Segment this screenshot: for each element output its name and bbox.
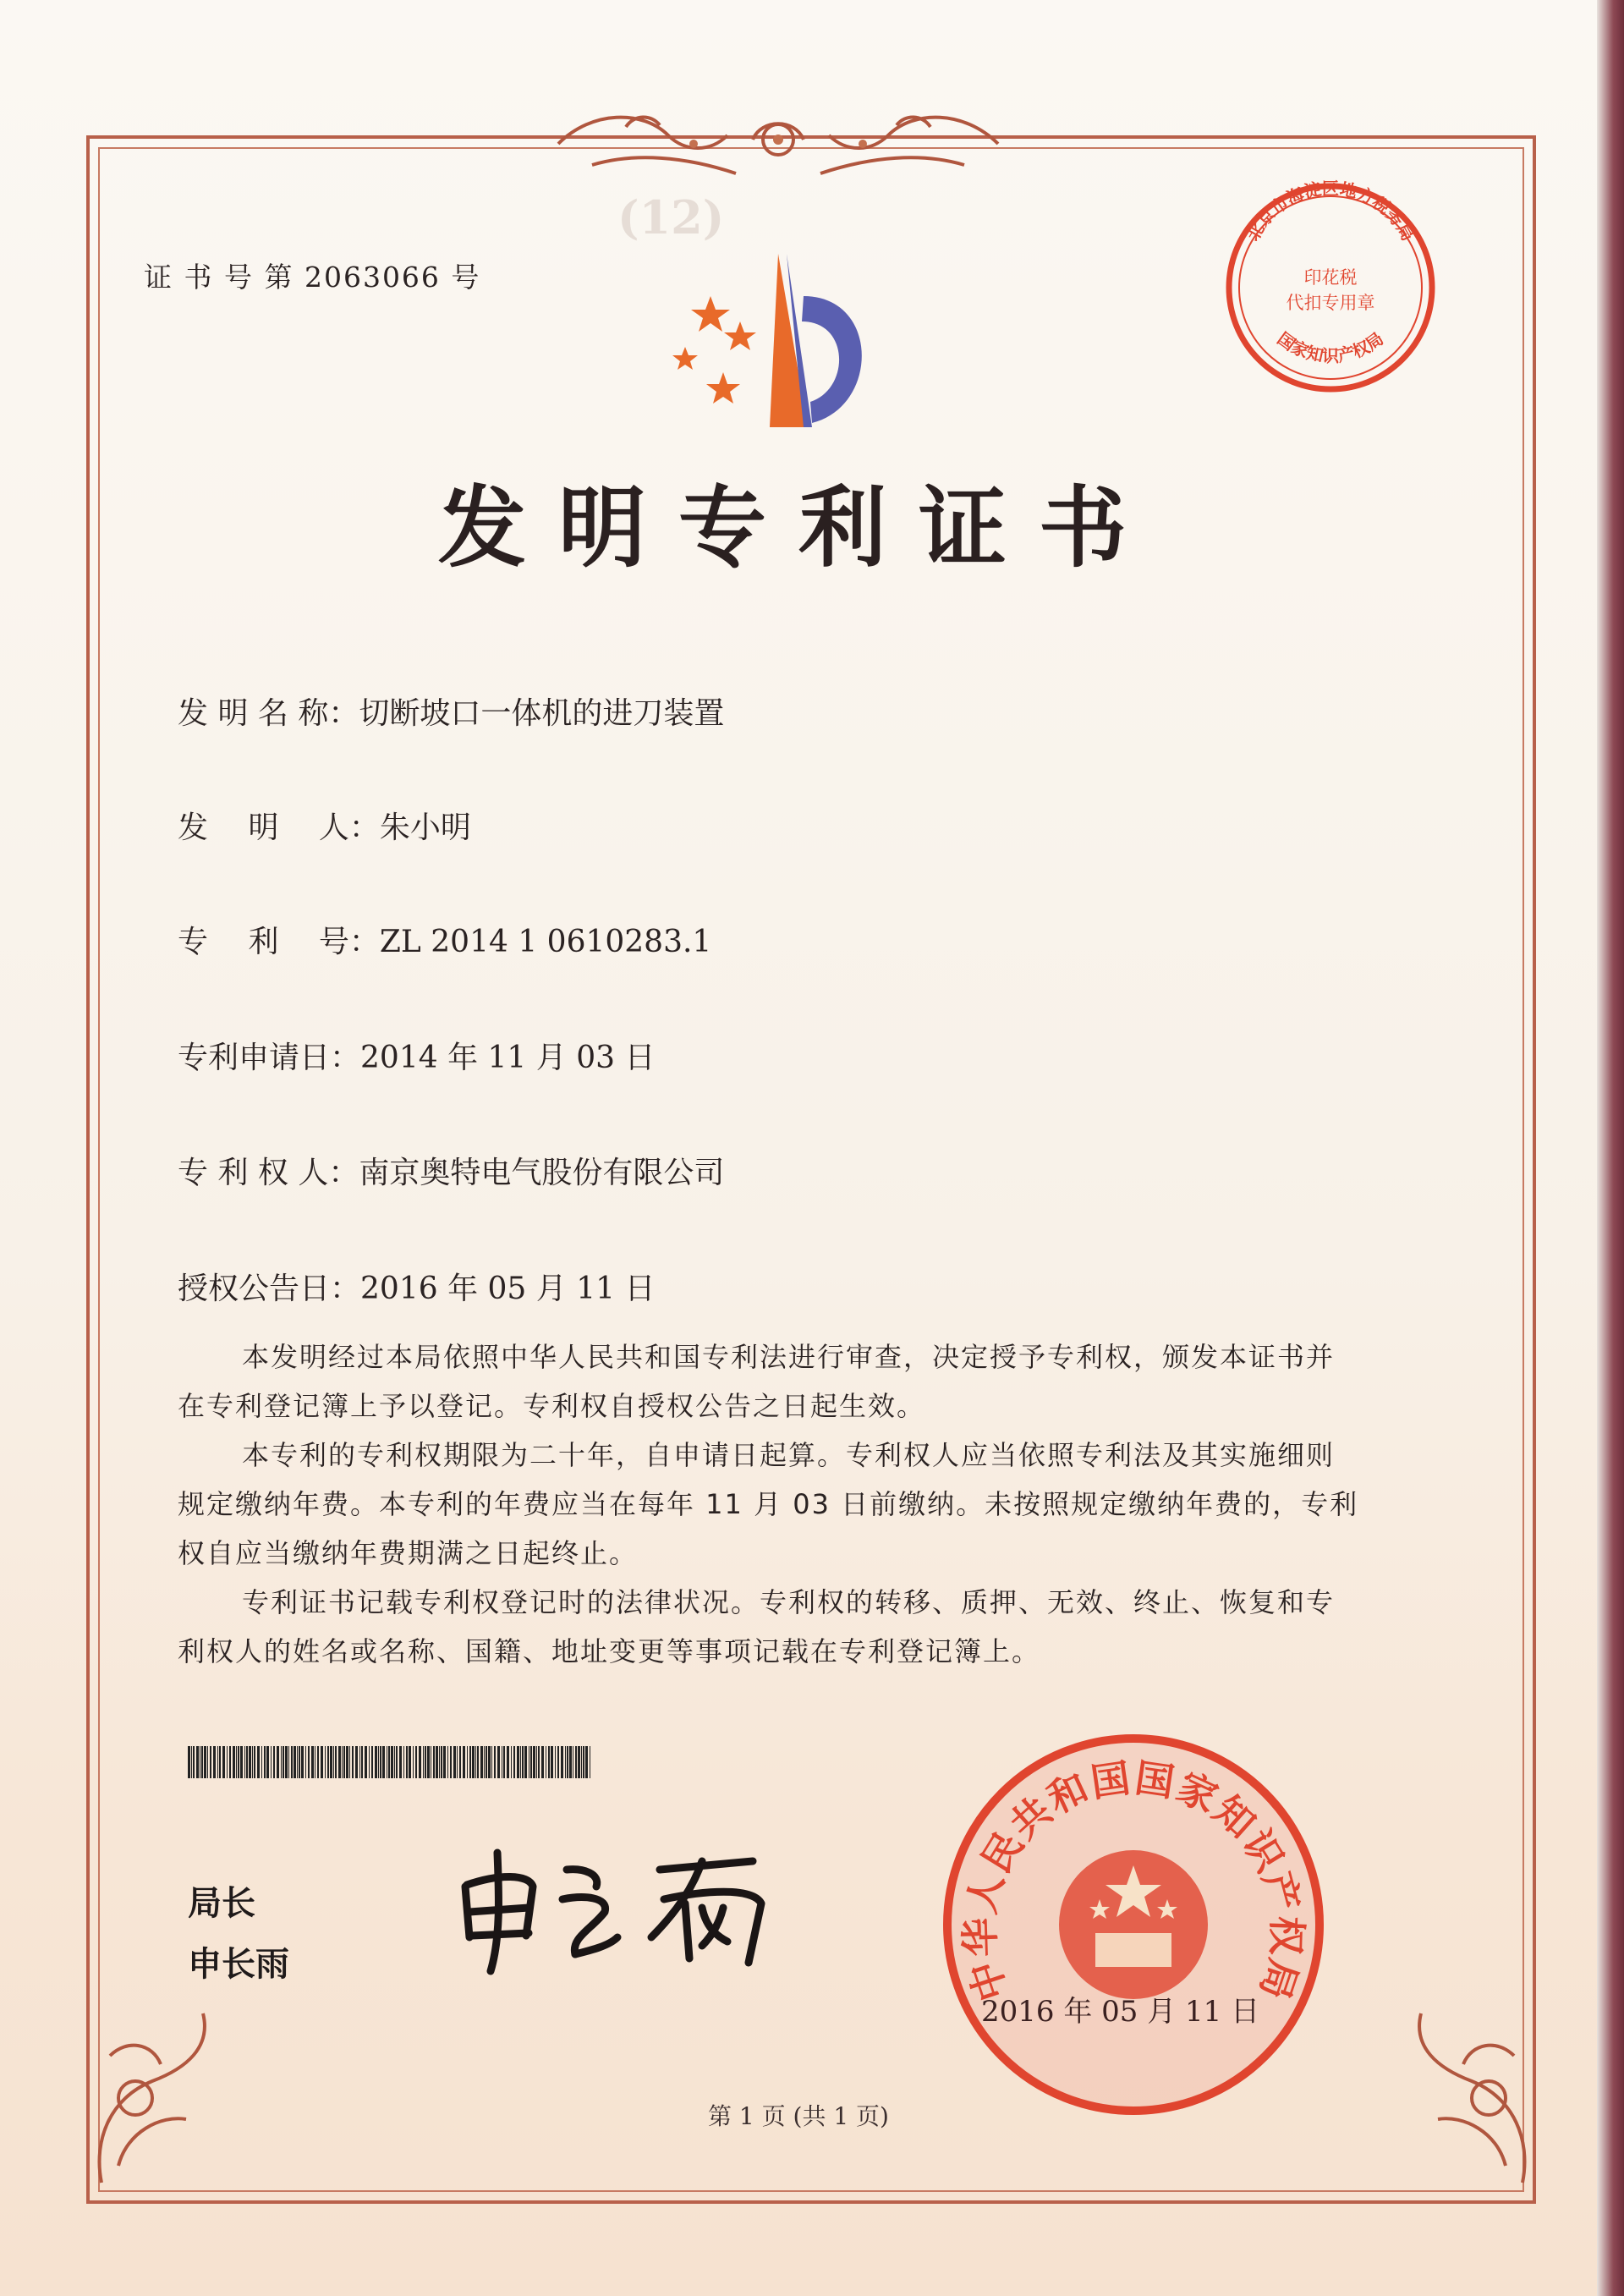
barcode-bar xyxy=(277,1746,279,1778)
barcode-bar xyxy=(567,1746,568,1778)
barcode-bar xyxy=(352,1746,354,1778)
barcode-bar xyxy=(475,1746,476,1778)
corner-ornament-bottom-right xyxy=(1370,1971,1539,2191)
field-label: 授权公告日： xyxy=(178,1272,361,1306)
barcode-bar xyxy=(575,1746,577,1778)
barcode-bar xyxy=(423,1746,424,1778)
barcode-bar xyxy=(321,1746,323,1778)
barcode-bar xyxy=(188,1746,190,1778)
barcode-bar xyxy=(346,1746,348,1778)
barcode-bar xyxy=(369,1746,370,1778)
certificate-title: 发明专利证书 xyxy=(437,475,1159,579)
field-application-date xyxy=(178,1034,655,1077)
barcode-bar xyxy=(288,1746,289,1778)
director-signature xyxy=(448,1836,804,1980)
barcode-bar xyxy=(317,1746,319,1778)
paragraph: 本专利的专利权期限为二十年，自申请日起算。专利权人应当依照专利法及其实施细则规定缴纳年费。本专利的年费应当在每年 11 月 03 日前缴纳。未按照规定缴纳年费的，专利权自应当缴纳年费期满之日起终止。 xyxy=(178,1439,1359,1569)
barcode-bar xyxy=(551,1746,553,1778)
barcode-bar xyxy=(273,1746,275,1778)
barcode-bar xyxy=(207,1746,208,1778)
barcode-bar xyxy=(394,1746,395,1778)
barcode-bar xyxy=(342,1746,343,1778)
field-label: 发 明 人： xyxy=(178,810,380,845)
barcode-bar xyxy=(261,1746,262,1778)
barcode-bar xyxy=(415,1746,417,1778)
barcode-bar xyxy=(338,1746,341,1778)
field-patent-number xyxy=(178,918,711,961)
barcode-bar xyxy=(330,1746,332,1778)
barcode-bar xyxy=(565,1746,566,1778)
barcode-bar xyxy=(561,1746,563,1778)
cnipa-logo xyxy=(660,245,914,448)
barcode-bar xyxy=(285,1746,288,1778)
barcode-bar xyxy=(513,1746,515,1778)
field-grant-date xyxy=(178,1265,655,1308)
field-value: 朱小明 xyxy=(379,810,471,845)
certificate-number: 证 书 号 第 2063066 号 xyxy=(144,261,481,294)
barcode-bar xyxy=(406,1746,408,1778)
barcode-bar xyxy=(396,1746,398,1778)
barcode-bar xyxy=(291,1746,293,1778)
barcode-bar xyxy=(548,1746,550,1778)
barcode-bar xyxy=(480,1746,483,1778)
barcode-bar xyxy=(233,1746,235,1778)
barcode-bar xyxy=(210,1746,211,1778)
barcode-bar xyxy=(193,1746,195,1778)
barcode-bar xyxy=(503,1746,505,1778)
watermark: (12) xyxy=(617,190,725,244)
barcode-bar xyxy=(403,1746,404,1778)
barcode-bar xyxy=(240,1746,243,1778)
barcode-bar xyxy=(441,1746,442,1778)
paragraph: 专利证书记载专利权登记时的法律状况。专利权的转移、质押、无效、终止、恢复和专利权人的姓名或名称、国籍、地址变更等事项记载在专利登记簿上。 xyxy=(178,1586,1336,1667)
barcode xyxy=(188,1746,595,1778)
barcode-bar xyxy=(325,1746,326,1778)
field-label: 专 利 权 人： xyxy=(178,1156,359,1190)
svg-text:北京市海淀区地方税务局: 北京市海淀区地方税务局 xyxy=(1242,178,1419,244)
barcode-bar xyxy=(380,1746,381,1778)
barcode-bar xyxy=(538,1746,540,1778)
barcode-bar xyxy=(536,1746,537,1778)
body-text xyxy=(178,1332,1362,1676)
barcode-bar xyxy=(533,1746,535,1778)
barcode-bar xyxy=(249,1746,251,1778)
barcode-bar xyxy=(459,1746,461,1778)
field-label: 发 明 名 称： xyxy=(178,696,359,731)
field-value: 南京奥特电气股份有限公司 xyxy=(359,1156,725,1190)
barcode-bar xyxy=(541,1746,544,1778)
field-value: 2014 年 11 月 03 日 xyxy=(360,1041,656,1075)
barcode-bar xyxy=(507,1746,509,1778)
barcode-bar xyxy=(436,1746,438,1778)
barcode-bar xyxy=(486,1746,487,1778)
field-patentee xyxy=(178,1149,724,1192)
barcode-bar xyxy=(196,1746,199,1778)
barcode-bar xyxy=(427,1746,430,1778)
field-inventor xyxy=(178,804,471,847)
barcode-bar xyxy=(355,1746,358,1778)
barcode-bar xyxy=(511,1746,512,1778)
barcode-bar xyxy=(365,1746,367,1778)
seal-date: 2016 年 05 月 11 日 xyxy=(981,1995,1260,2029)
barcode-bar xyxy=(433,1746,435,1778)
barcode-bar xyxy=(524,1746,527,1778)
barcode-bar xyxy=(227,1746,228,1778)
svg-text:国家知识产权局: 国家知识产权局 xyxy=(1273,327,1388,366)
barcode-bar xyxy=(361,1746,363,1778)
svg-text:代扣专用章: 代扣专用章 xyxy=(1286,293,1375,313)
barcode-bar xyxy=(491,1746,492,1778)
barcode-bar xyxy=(266,1746,269,1778)
barcode-bar xyxy=(463,1746,465,1778)
corner-ornament-bottom-left xyxy=(85,1971,254,2191)
barcode-bar xyxy=(236,1746,237,1778)
barcode-bar xyxy=(246,1746,248,1778)
barcode-bar xyxy=(359,1746,360,1778)
barcode-bar xyxy=(252,1746,253,1778)
director-name: 申长雨 xyxy=(188,1945,289,1984)
barcode-bar xyxy=(581,1746,582,1778)
barcode-bar xyxy=(343,1746,345,1778)
paragraph: 本发明经过本局依照中华人民共和国专利法进行审查，决定授予专利权，颁发本证书并在专利登记簿上予以登记。专利权自授权公告之日起生效。 xyxy=(178,1341,1336,1422)
barcode-bar xyxy=(453,1746,456,1778)
barcode-bar xyxy=(257,1746,260,1778)
barcode-bar xyxy=(305,1746,306,1778)
barcode-bar xyxy=(333,1746,334,1778)
barcode-bar xyxy=(517,1746,519,1778)
director-title: 局长 xyxy=(188,1884,255,1923)
barcode-bar xyxy=(520,1746,521,1778)
barcode-bar xyxy=(488,1746,491,1778)
barcode-bar xyxy=(327,1746,329,1778)
tax-seal xyxy=(1216,173,1445,402)
barcode-bar xyxy=(271,1746,272,1778)
barcode-bar xyxy=(244,1746,245,1778)
field-value: 2016 年 05 月 11 日 xyxy=(360,1272,656,1306)
barcode-bar xyxy=(450,1746,452,1778)
barcode-bar xyxy=(283,1746,284,1778)
barcode-bar xyxy=(378,1746,379,1778)
barcode-bar xyxy=(557,1746,559,1778)
barcode-bar xyxy=(578,1746,580,1778)
page-footer: 第 1 页 (共 1 页) xyxy=(708,2102,889,2130)
barcode-bar xyxy=(254,1746,255,1778)
barcode-bar xyxy=(497,1746,500,1778)
barcode-bar xyxy=(425,1746,426,1778)
barcode-bar xyxy=(382,1746,385,1778)
barcode-bar xyxy=(311,1746,314,1778)
barcode-bar xyxy=(569,1746,572,1778)
barcode-bar xyxy=(409,1746,411,1778)
barcode-bar xyxy=(264,1746,266,1778)
official-seal xyxy=(935,1726,1332,2123)
barcode-bar xyxy=(494,1746,496,1778)
binding-edge xyxy=(1597,0,1624,2296)
barcode-bar xyxy=(191,1746,192,1778)
barcode-bar xyxy=(219,1746,221,1778)
barcode-bar xyxy=(391,1746,393,1778)
barcode-bar xyxy=(371,1746,373,1778)
barcode-bar xyxy=(222,1746,225,1778)
barcode-bar xyxy=(484,1746,485,1778)
barcode-bar xyxy=(585,1746,588,1778)
barcode-bar xyxy=(447,1746,448,1778)
field-label: 专 利 号： xyxy=(178,925,380,959)
barcode-bar xyxy=(467,1746,468,1778)
field-label: 专利申请日： xyxy=(178,1041,361,1075)
barcode-bar xyxy=(281,1746,282,1778)
barcode-bar xyxy=(413,1746,414,1778)
svg-text:印花税: 印花税 xyxy=(1303,267,1358,288)
barcode-bar xyxy=(388,1746,390,1778)
barcode-bar xyxy=(522,1746,524,1778)
field-value: ZL 2014 1 0610283.1 xyxy=(379,925,712,959)
barcode-bar xyxy=(375,1746,377,1778)
barcode-bar xyxy=(472,1746,475,1778)
barcode-bar xyxy=(204,1746,206,1778)
barcode-bar xyxy=(238,1746,239,1778)
barcode-bar xyxy=(439,1746,440,1778)
barcode-bar xyxy=(308,1746,310,1778)
top-ornament xyxy=(541,93,1015,186)
barcode-bar xyxy=(299,1746,300,1778)
field-value: 切断坡口一体机的进刀装置 xyxy=(359,696,725,731)
barcode-bar xyxy=(443,1746,446,1778)
barcode-bar xyxy=(201,1746,203,1778)
barcode-bar xyxy=(335,1746,337,1778)
barcode-bar xyxy=(583,1746,584,1778)
barcode-bar xyxy=(457,1746,458,1778)
barcode-bar xyxy=(419,1746,421,1778)
field-invention-name xyxy=(178,689,724,733)
barcode-bar xyxy=(217,1746,218,1778)
barcode-bar xyxy=(294,1746,296,1778)
barcode-bar xyxy=(530,1746,532,1778)
barcode-bar xyxy=(399,1746,402,1778)
barcode-bar xyxy=(229,1746,231,1778)
svg-text:中华人民共和国国家知识产权局: 中华人民共和国国家知识产权局 xyxy=(957,1755,1310,2007)
barcode-bar xyxy=(213,1746,216,1778)
barcode-bar xyxy=(301,1746,304,1778)
barcode-bar xyxy=(469,1746,471,1778)
barcode-bar xyxy=(477,1746,479,1778)
barcode-bar xyxy=(297,1746,298,1778)
barcode-bar xyxy=(555,1746,556,1778)
barcode-bar xyxy=(349,1746,350,1778)
